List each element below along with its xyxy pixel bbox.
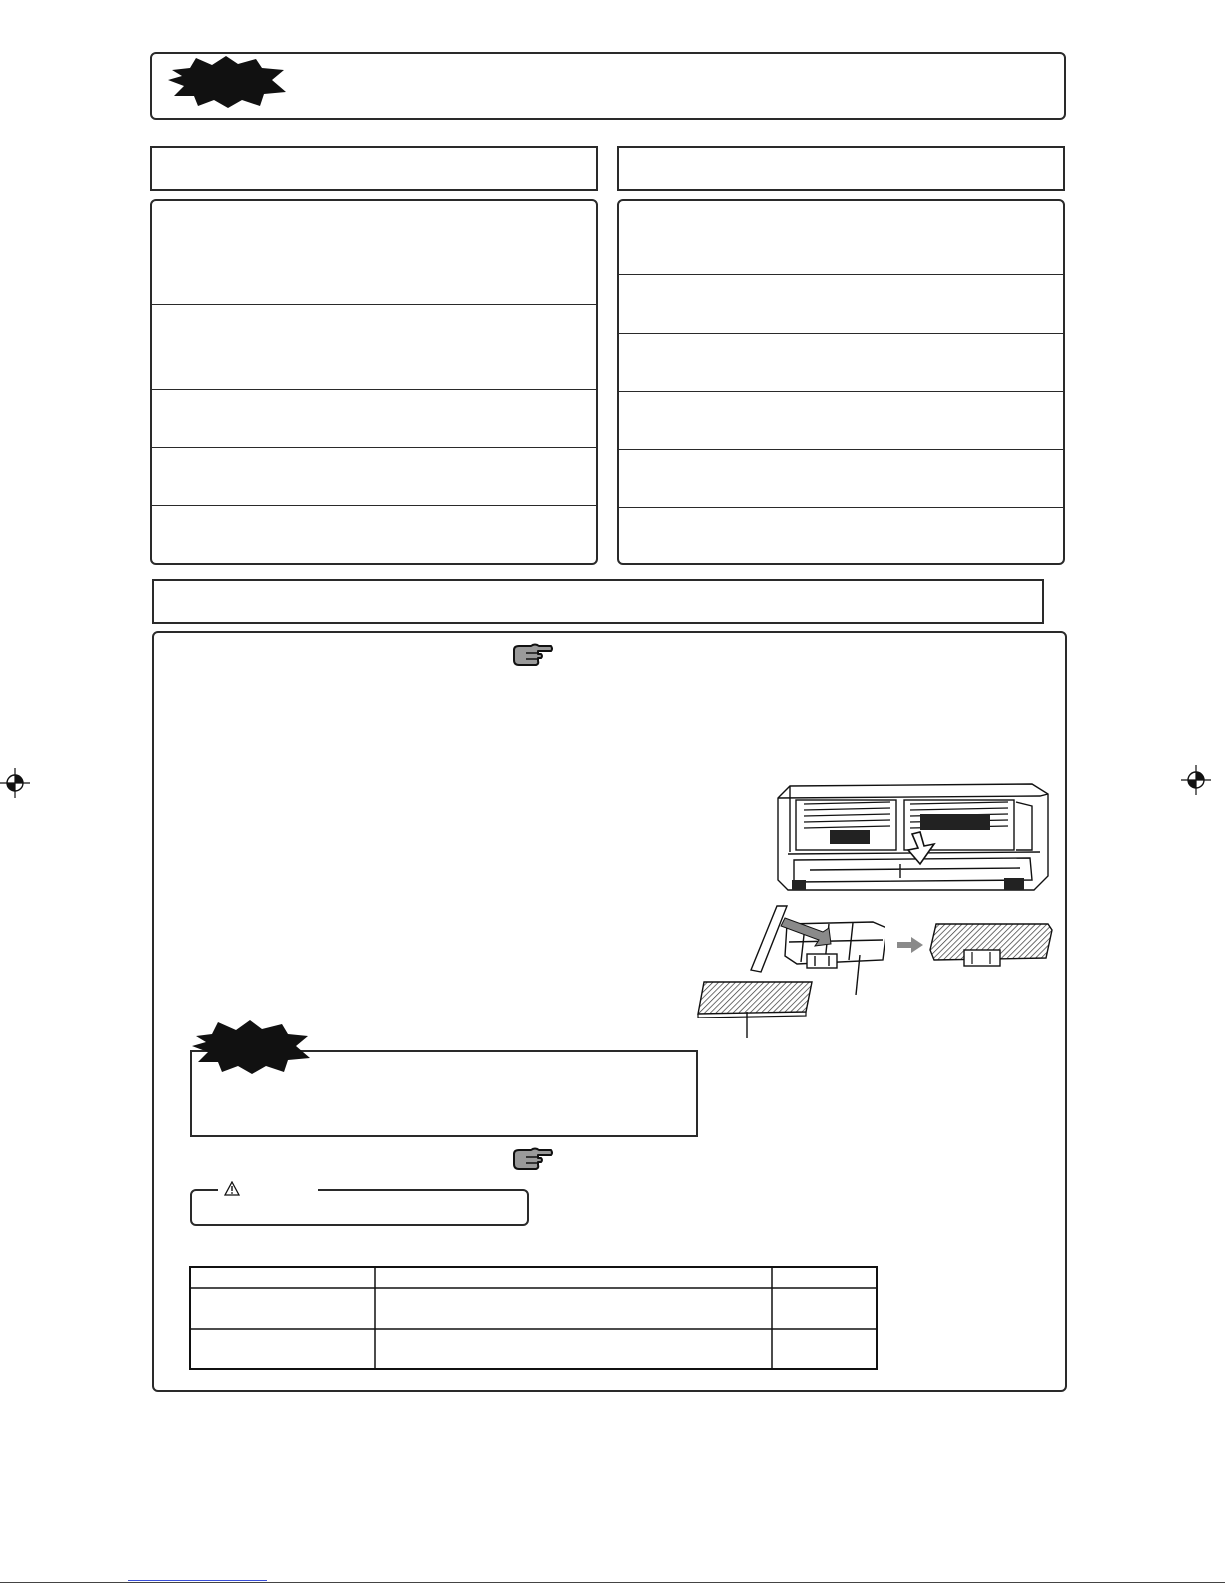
- caution-box: [190, 1189, 529, 1226]
- list-divider: [619, 333, 1063, 334]
- filter-section-header: [152, 579, 1044, 624]
- filter-pad-illustration: [694, 978, 814, 1018]
- list-divider: [152, 447, 596, 448]
- assembled-filter-illustration: [926, 920, 1056, 976]
- list-divider: [619, 507, 1063, 508]
- list-divider: [152, 505, 596, 506]
- list-divider: [152, 389, 596, 390]
- right-arrow-icon: [897, 937, 923, 953]
- filter-pad-callout-line: [744, 1012, 750, 1038]
- pointing-hand-icon: [511, 641, 553, 669]
- indoor-unit-illustration: [770, 780, 1055, 898]
- right-list-box: [617, 199, 1065, 565]
- right-section-header: [617, 146, 1065, 191]
- starburst-badge-icon: [168, 56, 288, 108]
- left-list-box: [150, 199, 598, 565]
- starburst-badge-icon: [192, 1020, 312, 1074]
- footer-rule: [0, 1582, 1225, 1583]
- list-divider: [619, 274, 1063, 275]
- filter-callout-line: [852, 955, 864, 995]
- registration-mark-icon: [1181, 765, 1211, 795]
- registration-mark-icon: [0, 768, 30, 798]
- footer-link-underline: [128, 1580, 267, 1581]
- left-section-header: [150, 146, 598, 191]
- list-divider: [619, 449, 1063, 450]
- pointing-hand-icon: [511, 1145, 553, 1173]
- list-divider: [152, 304, 596, 305]
- parts-table: [189, 1266, 878, 1370]
- list-divider: [619, 391, 1063, 392]
- warning-triangle-icon: [224, 1181, 240, 1196]
